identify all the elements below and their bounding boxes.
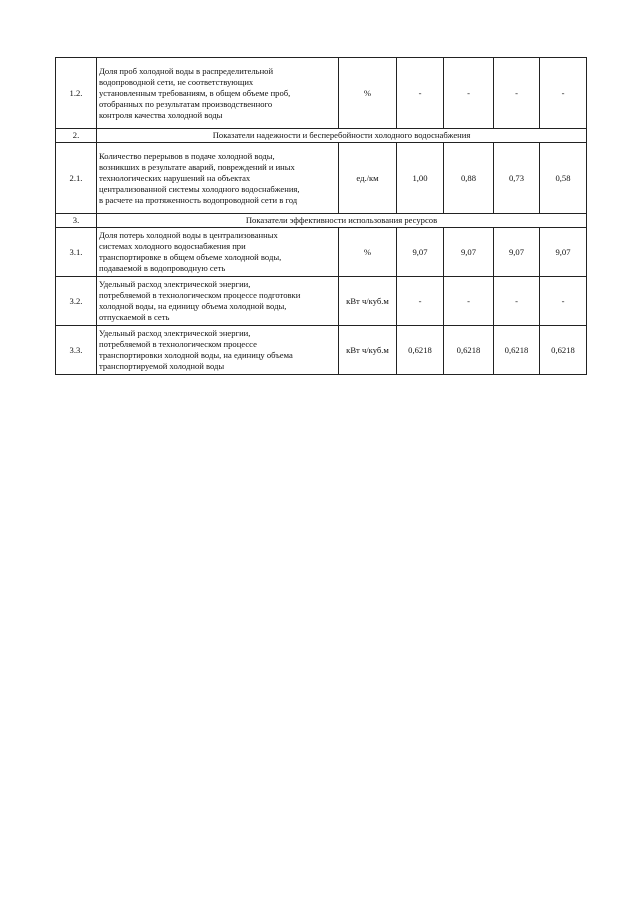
- table-row: [56, 58, 587, 129]
- unit-cell: кВт ч/куб.м: [339, 326, 397, 375]
- row-number: 3.1.: [56, 228, 97, 277]
- value-cell: 0,6218: [397, 326, 444, 375]
- value-cell: -: [397, 58, 444, 129]
- table-row: [56, 277, 587, 326]
- value-cell: 9,07: [494, 228, 540, 277]
- unit-cell: кВт ч/куб.м: [339, 277, 397, 326]
- value-cell: 9,07: [540, 228, 587, 277]
- section-number: 2.: [56, 129, 97, 143]
- value-cell: 0,58: [540, 143, 587, 214]
- value-cell: -: [397, 277, 444, 326]
- value-cell: 0,6218: [444, 326, 494, 375]
- section-title: Показатели надежности и бесперебойности холодного водоснабжения: [97, 129, 587, 143]
- table-row: [56, 326, 587, 375]
- indicators-table: [55, 57, 587, 375]
- value-cell: -: [444, 58, 494, 129]
- value-cell: 9,07: [397, 228, 444, 277]
- row-number: 3.2.: [56, 277, 97, 326]
- section-title: Показатели эффективности использования ресурсов: [97, 214, 587, 228]
- table-row: [56, 228, 587, 277]
- value-cell: 0,88: [444, 143, 494, 214]
- unit-cell: %: [339, 58, 397, 129]
- indicator-description: Доля проб холодной воды в распределительной водопроводной сети, не соответствующих установленным требованиям, в общем объеме проб, отобранных по результатам производственного контроля качества холодной воды: [97, 58, 339, 129]
- value-cell: 0,6218: [494, 326, 540, 375]
- indicator-description: Удельный расход электрической энергии, потребляемой в технологическом процессе транспортировки холодной воды, на единицу объема транспортируемой холодной воды: [97, 326, 339, 375]
- value-cell: -: [540, 277, 587, 326]
- unit-cell: %: [339, 228, 397, 277]
- value-cell: -: [494, 277, 540, 326]
- section-row: [56, 214, 587, 228]
- value-cell: 0,6218: [540, 326, 587, 375]
- value-cell: 0,73: [494, 143, 540, 214]
- value-cell: 9,07: [444, 228, 494, 277]
- table-row: [56, 143, 587, 214]
- section-row: [56, 129, 587, 143]
- unit-cell: ед./км: [339, 143, 397, 214]
- indicator-description: Удельный расход электрической энергии, потребляемой в технологическом процессе подготовки холодной воды, на единицу объема холодной воды, отпускаемой в сеть: [97, 277, 339, 326]
- section-number: 3.: [56, 214, 97, 228]
- row-number: 2.1.: [56, 143, 97, 214]
- indicator-description: Количество перерывов в подаче холодной воды, возникших в результате аварий, повреждений и иных технологических нарушений на объектах централизованной системы холодного водоснабжения, в расчете на протяженность водопроводной сети в год: [97, 143, 339, 214]
- value-cell: -: [444, 277, 494, 326]
- row-number: 1.2.: [56, 58, 97, 129]
- value-cell: -: [494, 58, 540, 129]
- value-cell: 1,00: [397, 143, 444, 214]
- row-number: 3.3.: [56, 326, 97, 375]
- value-cell: -: [540, 58, 587, 129]
- indicator-description: Доля потерь холодной воды в централизованных системах холодного водоснабжения при транспортировке в общем объеме холодной воды, подаваемой в водопроводную сеть: [97, 228, 339, 277]
